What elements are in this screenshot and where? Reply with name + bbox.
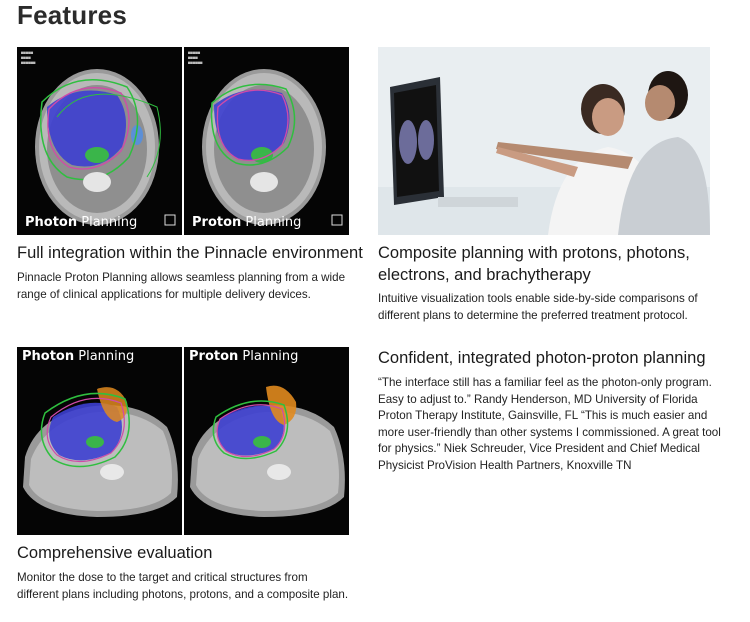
ct-header-text: ■■■■■ ■■■■ ■■■■■■ (188, 50, 203, 65)
feature-title: Full integration within the Pinnacle environment (17, 244, 363, 262)
ct-image-photon-bottom (17, 347, 182, 535)
ct-image-photon-top (17, 47, 182, 235)
feature-text: Intuitive visualization tools enable side-by-side comparisons of different plans to determine the preferred treatment protocol. (378, 292, 698, 322)
feature-text: Monitor the dose to the target and critical structures from different plans including photons, protons, and a composite plan. (17, 571, 349, 601)
feature-title: Composite planning with protons, photons, electrons, and brachytherapy (378, 244, 690, 284)
feature-title: Comprehensive evaluation (17, 544, 213, 562)
ct-header-text: ■■■■■ ■■■■ ■■■■■■ (21, 50, 36, 65)
ct-image-proton-bottom (184, 347, 349, 535)
feature-title: Confident, integrated photon-proton planning (378, 349, 706, 367)
feature-text: “The interface still has a familiar feel as the photon-only program. Easy to adjust to.” Randy Henderson, MD University of Florida Proton Therapy Institute, Gainsville, FL “This is much easier and more user-friendly than other systems I commissioned. A great tool for physics.” Niek Schreuder, Vice President and Chief Medical Physicist ProVision Health Partners, Knoxville TN (378, 376, 721, 472)
clinicians-photo (378, 47, 710, 235)
ct-image-proton-top (184, 47, 349, 235)
panel-label: Proton Planning (192, 215, 302, 230)
panel-label: Photon Planning (22, 349, 135, 364)
panel-label: Photon Planning (25, 215, 138, 230)
panel-label: Proton Planning (189, 349, 299, 364)
feature-text: Pinnacle Proton Planning allows seamless planning from a wide range of clinical applications for multiple delivery devices. (17, 271, 346, 301)
page-title: Features (17, 0, 127, 30)
